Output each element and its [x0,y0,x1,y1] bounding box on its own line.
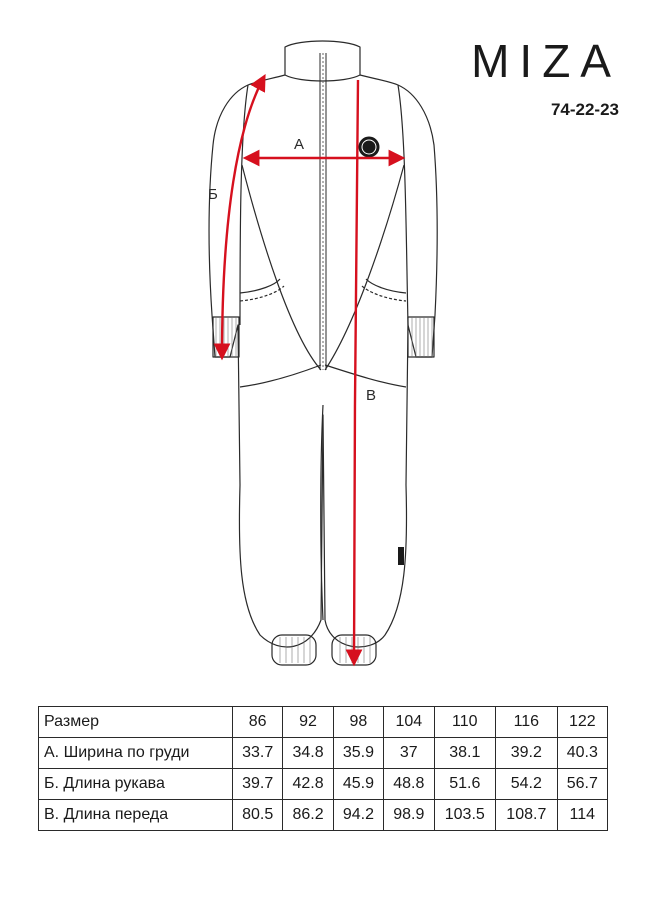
table-cell: 108.7 [496,800,558,831]
brand-logo: MIZA [471,35,621,87]
table-cell: 103.5 [434,800,496,831]
size-110: 110 [434,707,496,738]
measure-v-line [354,80,358,663]
table-cell: 94.2 [333,800,383,831]
zipper [320,53,326,370]
header-label: Размер [39,707,233,738]
table-cell: 33.7 [233,738,283,769]
size-86: 86 [233,707,283,738]
table-cell: 54.2 [496,769,558,800]
right-pocket [366,279,406,293]
size-table [38,706,608,831]
left-pocket [240,279,280,293]
table-cell: 42.8 [283,769,333,800]
jumpsuit-illustration [180,35,460,675]
side-tag [398,547,404,565]
article-number: 74-22-23 [550,100,619,119]
size-116: 116 [496,707,558,738]
jumpsuit-drawing [180,35,460,675]
table-cell: 39.2 [496,738,558,769]
measure-b-label: Б [208,186,218,203]
table-cell: 35.9 [333,738,383,769]
left-leg-cuff [272,635,316,665]
table-row [39,800,608,831]
table-cell: 80.5 [233,800,283,831]
table-cell: 37 [384,738,434,769]
size-122: 122 [557,707,607,738]
size-98: 98 [333,707,383,738]
table-cell: 34.8 [283,738,333,769]
table-cell: 45.9 [333,769,383,800]
table-header-row [39,707,608,738]
measure-v-label: В [366,387,377,404]
right-sleeve-seam [398,85,408,325]
size-92: 92 [283,707,333,738]
table-cell: 40.3 [557,738,607,769]
table-cell: 56.7 [557,769,607,800]
table-cell: 86.2 [283,800,333,831]
row-label: А. Ширина по груди [39,738,233,769]
size-104: 104 [384,707,434,738]
measure-b-line [222,77,264,357]
table-cell: 98.9 [384,800,434,831]
table-row [39,769,608,800]
waist-left [240,365,321,387]
table-row [39,738,608,769]
table-cell: 114 [557,800,607,831]
row-label: Б. Длина рукава [39,769,233,800]
table-cell: 39.7 [233,769,283,800]
right-panel [325,165,404,370]
table-cell: 51.6 [434,769,496,800]
waist-right [325,365,406,387]
measure-a-label: А [294,136,305,153]
row-label: В. Длина переда [39,800,233,831]
table-cell: 38.1 [434,738,496,769]
table-cell: 48.8 [384,769,434,800]
left-panel [242,165,321,370]
